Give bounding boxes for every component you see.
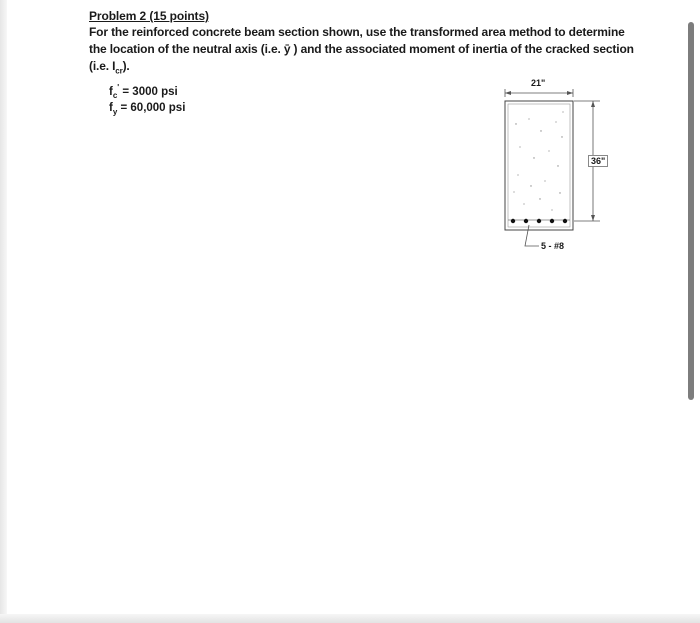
beam-outline <box>505 101 573 230</box>
problem-title: Problem 2 (15 points) <box>89 9 209 23</box>
width-label: 21" <box>531 78 546 88</box>
statement-line-2: the location of the neutral axis (i.e. ȳ ) and the associated moment of inertia of the cracked section <box>89 42 634 56</box>
fy-symbol: f <box>109 102 113 114</box>
icr-subscript: cr <box>115 66 123 76</box>
fc-symbol: f <box>109 85 113 98</box>
rebar-2 <box>524 219 528 223</box>
width-dimension <box>505 89 573 97</box>
fc-prime: ' <box>117 83 120 92</box>
statement-line-1: For the reinforced concrete beam section shown, use the transformed area method to determine <box>89 25 625 39</box>
fy-subscript: y <box>112 107 118 117</box>
height-arrow-top <box>591 101 595 107</box>
fc-value: = 3000 psi <box>119 85 178 98</box>
height-arrow-bottom <box>591 215 595 221</box>
width-arrow-right <box>567 91 573 95</box>
rebar-1 <box>511 219 515 223</box>
fy-value: = 60,000 psi <box>117 102 186 114</box>
rebar-4 <box>550 219 554 223</box>
statement-line-3-start: (i.e. I <box>89 59 116 73</box>
reinforcement-label: 5 - #8 <box>541 241 565 251</box>
width-arrow-left <box>505 91 511 95</box>
fc-subscript: c <box>112 91 118 101</box>
height-label: 36" <box>588 155 608 167</box>
rebar-3 <box>537 219 541 223</box>
rebar-5 <box>563 219 567 223</box>
statement-line-3-end: ). <box>122 59 130 73</box>
